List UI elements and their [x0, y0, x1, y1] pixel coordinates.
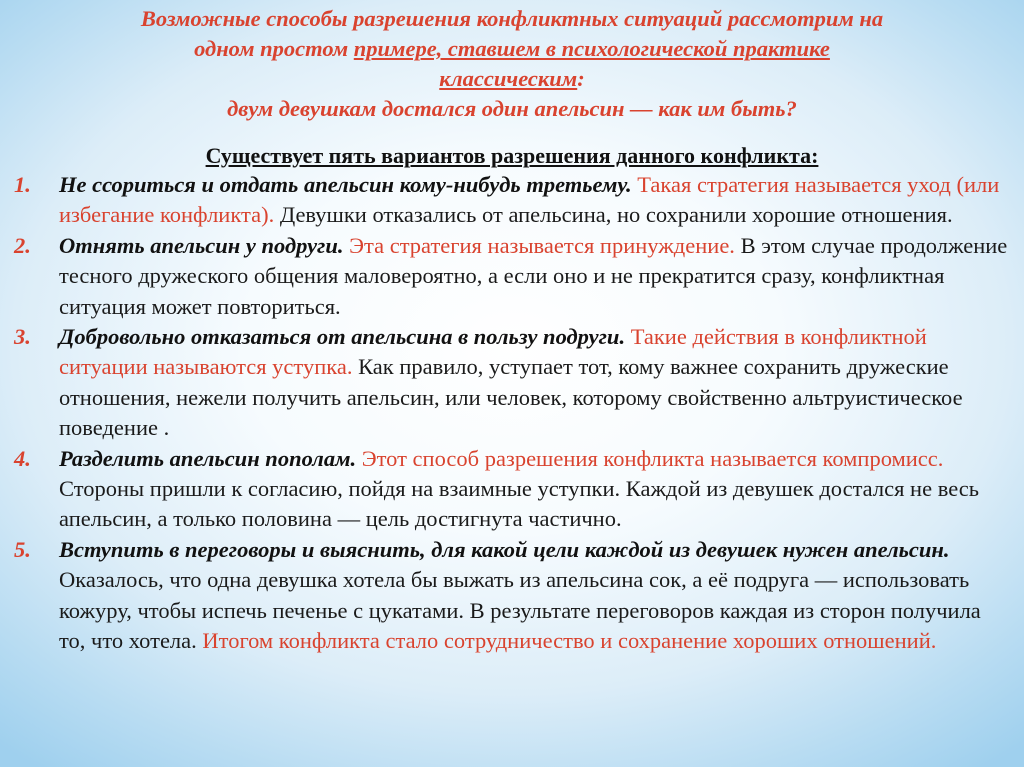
item-outcome: Итогом конфликта стало сотрудничество и сохранение хороших отношений.: [196, 628, 937, 654]
intro-line-2-start: одном простом: [194, 36, 354, 61]
item-strategy-text: Эта стратегия называется принуждение.: [343, 232, 735, 258]
item-description: Стороны пришли к согласию, пойдя на взаимные уступки. Каждой из девушек достался не весь апельсин, а только половина — цель достигнута частично.: [59, 476, 979, 532]
item-strategy-text: Этот способ разрешения конфликта называется компромисс.: [356, 445, 944, 471]
item-lead: Вступить в переговоры и выяснить, для какой цели каждой из девушек нужен апельсин.: [59, 536, 950, 562]
item-lead: Добровольно отказаться от апельсина в пользу подруги: [59, 324, 620, 350]
intro-line-2: [30, 34, 994, 64]
intro-line-3: [30, 64, 994, 94]
item-strategy-text: Такая стратегия называется уход (или избегание конфликта).: [59, 172, 1000, 228]
item-number: 5.: [14, 536, 31, 562]
intro-line-3-underlined: классическим: [439, 66, 578, 91]
intro-line-1: Возможные способы разрешения конфликтных ситуаций рассмотрим на: [140, 6, 884, 31]
strategy-list: [0, 170, 1024, 657]
intro-heading: [30, 4, 994, 124]
item-number: 2.: [14, 232, 31, 258]
item-description: Девушки отказались от апельсина, но сохранили хорошие отношения.: [274, 202, 953, 228]
list-item: [0, 231, 1024, 322]
intro-line-2-underlined: примере, ставшем в психологической практике: [353, 36, 830, 61]
intro-line-4: двум девушкам достался один апельсин — как им быть?: [227, 96, 797, 121]
item-lead: Отнять апельсин у подруги: [59, 232, 338, 258]
item-strategy-text: Такие действия в конфликтной ситуации называются уступка.: [59, 324, 927, 380]
item-lead-end: .: [619, 324, 626, 350]
item-description: Оказалось, что одна девушка хотела бы выжать из апельсина сок, а её подруга — использовать кожуру, чтобы испечь печенье с цукатами. В результате переговоров каждая из сторон получила то, что хотела.: [59, 567, 981, 654]
item-lead-end: .: [625, 172, 632, 197]
item-lead-end: .: [350, 445, 357, 471]
item-lead-end: .: [337, 232, 344, 258]
list-item: [0, 535, 1024, 657]
item-description: Как правило, уступает тот, кому важнее сохранить дружеские отношения, нежели получить апельсин, или человек, которому свойственно альтруистическое поведение .: [59, 354, 963, 441]
intro-line-3-end: :: [577, 66, 585, 91]
item-description: В этом случае продолжение тесного дружеского общения маловероятно, а если оно и не прекратится сразу, конфликтная ситуация может повториться.: [59, 232, 1008, 319]
item-lead: Разделить апельсин пополам: [59, 445, 351, 471]
item-number: 4.: [14, 445, 31, 471]
list-item: [0, 170, 1024, 231]
list-item: [0, 444, 1024, 535]
item-number: 3.: [14, 324, 31, 350]
item-lead: Не ссориться и отдать апельсин кому-нибудь третьему: [59, 172, 626, 197]
list-item: [0, 322, 1024, 444]
subtitle: Существует пять вариантов разрешения данного конфликта:: [205, 143, 819, 168]
item-number: 1.: [14, 172, 31, 197]
